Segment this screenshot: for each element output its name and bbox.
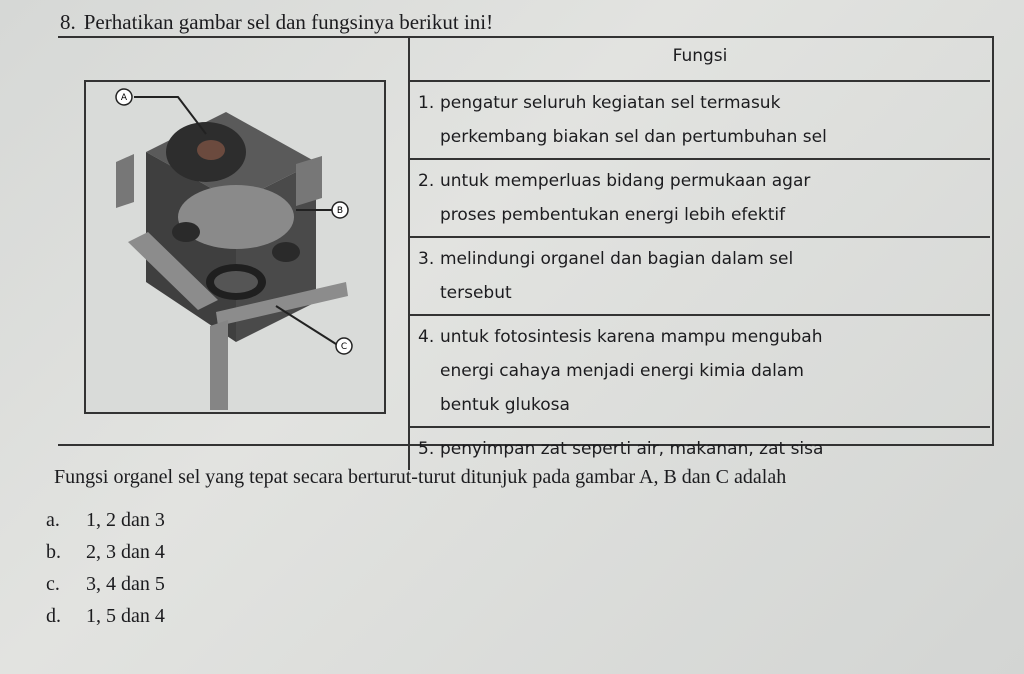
marker-c-label: C [340,342,348,352]
option-text: 1, 5 dan 4 [86,605,165,627]
option-label: c. [46,573,60,595]
row-number: 4. [418,327,435,347]
option-b[interactable] [46,536,165,568]
table-header: Fungsi [408,36,990,82]
option-text: 2, 3 dan 4 [86,541,165,563]
row-text-line: energi cahaya menjadi energi kimia dalam [440,361,804,381]
marker-b-label: B [336,206,344,216]
row-number: 2. [418,171,435,191]
table-row-2 [408,160,990,238]
row-text-line: proses pembentukan energi lebih efektif [440,205,786,225]
function-table [408,36,990,470]
option-text: 3, 4 dan 5 [86,573,165,595]
row-number: 5. [418,439,435,459]
answer-options [46,504,165,632]
row-text-line: untuk fotosintesis karena mampu mengubah [440,327,823,347]
row-text-line: untuk memperluas bidang permukaan agar [440,171,811,191]
option-a[interactable] [46,504,165,536]
row-text-line: perkembang biakan sel dan pertumbuhan sel [440,127,827,147]
option-d[interactable] [46,600,165,632]
row-text-line: tersebut [440,283,512,303]
cell-figure [84,80,386,414]
row-number: 3. [418,249,435,269]
question-number: 8. [60,10,76,34]
table-row-1 [408,82,990,160]
plant-cell-illustration [86,82,384,412]
question-header [60,10,493,35]
option-label: b. [46,541,61,563]
option-c[interactable] [46,568,165,600]
question-prompt: Fungsi organel sel yang tepat secara berturut-turut ditunjuk pada gambar A, B dan C adalah [54,466,787,488]
question-instruction: Perhatikan gambar sel dan fungsinya berikut ini! [83,10,494,34]
table-row-5 [408,428,990,470]
row-text-line: pengatur seluruh kegiatan sel termasuk [440,93,781,113]
row-text-line: penyimpan zat seperti air, makanan, zat sisa [440,439,824,459]
option-label: a. [46,509,60,531]
table-row-3 [408,238,990,316]
table-row-4 [408,316,990,428]
option-text: 1, 2 dan 3 [86,509,165,531]
row-text-line: melindungi organel dan bagian dalam sel [440,249,794,269]
row-number: 1. [418,93,435,113]
marker-a-label: A [120,93,128,103]
row-text-line: bentuk glukosa [440,395,570,415]
option-label: d. [46,605,61,627]
